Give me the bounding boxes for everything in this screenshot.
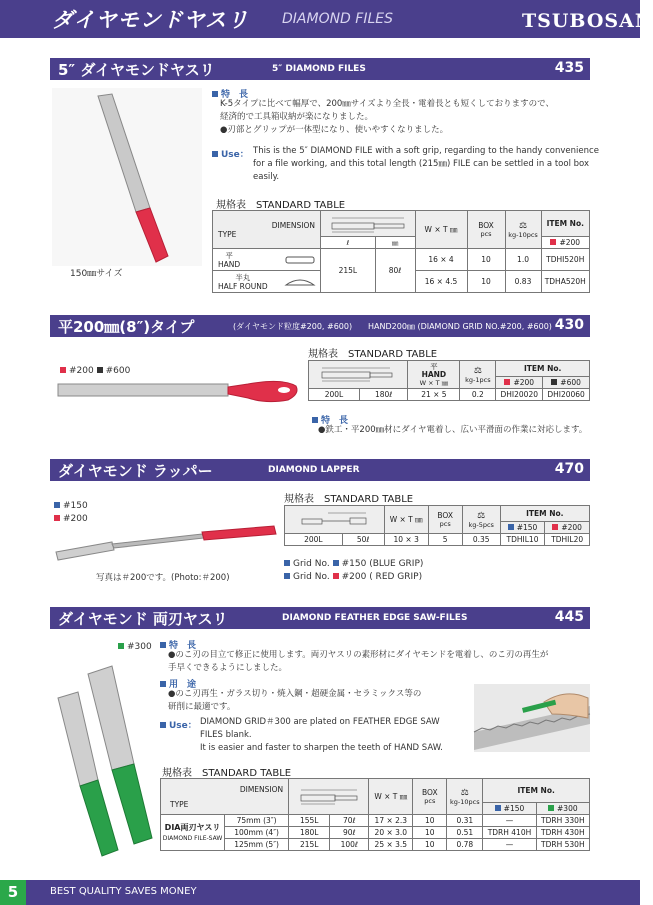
table-row: 200L 50ℓ 10 × 3 5 0.35 TDHIL10 TDHIL20 (285, 534, 590, 546)
standard-table-label: 規格表 STANDARD TABLE (308, 349, 438, 360)
section-subtitle-jp: (ダイヤモンド粒度#200, #600) (233, 322, 353, 331)
section-title-en: DIAMOND FEATHER EDGE SAW-FILES (282, 613, 468, 623)
section-number: 430 (554, 317, 584, 333)
feature-text: ●のこ刃の目立て修正に使用します。両刃ヤスリの素形材にダイヤモンドを電着し、のこ刃の再生が 手早くできるようにしました。 (168, 650, 549, 673)
blue-square-icon (508, 524, 514, 530)
section-number: 435 (554, 60, 584, 76)
green-square-icon (118, 643, 124, 649)
product-photo-saw-files (52, 654, 156, 874)
spec-table-5inch: DIMENSION TYPE W × T ㎜ BOX pcs ⚖ kg-10pcs ITEM No. ℓ ㎜ #200 平 HAND 215L 80ℓ 16 × 4 10 1.0 TDHI520H 半丸 HALF ROUND 16 × 4.5 10 0.83 TDHA520H (212, 210, 590, 293)
photo-caption: 150㎜サイズ (70, 269, 123, 279)
dimension-diagram-cell (321, 211, 416, 237)
section-title-jp: 5″ ダイヤモンドヤスリ (58, 61, 215, 79)
section-title-jp: 平200㎜(8″)タイプ (58, 318, 195, 336)
feature-heading: 特 長 (312, 413, 348, 426)
product-photo-5inch-file (52, 88, 202, 266)
table-row: 125mm (5″) 215L 100ℓ 25 × 3.5 10 0.78 — TDRH 530H (161, 839, 590, 851)
table-row: 平 HAND 215L 80ℓ 16 × 4 10 1.0 TDHI520H (213, 249, 590, 271)
section-feather-edge-saw-files (50, 607, 590, 629)
section-number: 470 (554, 461, 584, 477)
footer-slogan: BEST QUALITY SAVES MONEY (50, 886, 197, 897)
purpose-text: ●のこ刃再生・ガラス切り・焼入鋼・超硬金属・セラミックス等の 研削に最適です。 (168, 689, 422, 712)
grade-label: #300 (118, 642, 152, 652)
feature-heading: 特 長 (212, 87, 248, 100)
spec-table-hand-200: 平 HAND W × T ㎜ ⚖ kg-1pcs ITEM No. #200 #600 200L 180ℓ 21 × 5 0.2 DHI20020 DHI20060 (308, 360, 590, 401)
blue-square-icon (160, 642, 166, 648)
lapper-dimension-diagram-icon (298, 509, 370, 529)
blue-square-icon (212, 151, 218, 157)
scale-icon: ⚖ (460, 787, 469, 798)
blue-square-icon (495, 805, 501, 811)
scale-icon: ⚖ (473, 365, 482, 376)
green-square-icon (548, 805, 554, 811)
section-diamond-lapper (50, 459, 590, 481)
grid-note-blue: Grid No. #150 (BLUE GRIP) (284, 558, 423, 571)
red-square-icon (552, 524, 558, 530)
page-number: 5 (0, 880, 26, 905)
use-text: DIAMOND GRID＃300 are plated on FEATHER EDGE SAW FILES blank. It is easier and faster to sharpen the teeth of HAND SAW. (200, 717, 443, 753)
table-row: DIA両刃ヤスリ DIAMOND FILE-SAW 75mm (3″) 155L 70ℓ 17 × 2.3 10 0.31 — TDRH 330H (161, 815, 590, 827)
page-footer (0, 880, 640, 905)
product-photo-hand-file (52, 372, 302, 416)
scale-icon: ⚖ (518, 220, 528, 231)
flat-profile-icon (285, 256, 315, 264)
feature-text: ●鉄工・平200㎜材にダイヤ電着し、広い平滑面の作業に対応します。 (318, 425, 588, 435)
grade-labels: #150 #200 (54, 500, 88, 526)
photo-caption: 写真は＃200です。(Photo:＃200) (96, 573, 230, 583)
use-heading: Use： (212, 147, 249, 160)
use-text: This is the 5″ DIAMOND FILE with a soft grip, regarding to the handy convenience for a file working, and this total length (215㎜) FILE can be settled in a tool box easily. (253, 146, 599, 182)
red-square-icon (550, 239, 556, 245)
feature-text: K-5タイプに比べて幅厚で、200㎜サイズより全長・電着長とも短くしておりますので、 経済的で工具箱収納が楽になりました。 ●刃部とグリップが一体型になり、使いやすくなりました。 (220, 99, 554, 135)
black-square-icon (551, 379, 557, 385)
table-row: 200L 180ℓ 21 × 5 0.2 DHI20020 DHI20060 (309, 389, 590, 401)
file-dimension-diagram-icon (318, 364, 398, 384)
blue-square-icon (333, 560, 339, 566)
half-round-profile-icon (285, 277, 315, 286)
header-title-jp: ダイヤモンドヤスリ (52, 8, 250, 32)
section-title-en: HAND200㎜ (DIAMOND GRID NO.#200, #600) (368, 322, 552, 331)
blue-square-icon (160, 681, 166, 687)
table-row: 半丸 HALF ROUND 16 × 4.5 10 0.83 TDHA520H (213, 271, 590, 293)
product-photo-lapper (52, 520, 278, 570)
scale-icon: ⚖ (477, 510, 486, 521)
feature-heading: 特 長 (160, 638, 196, 651)
grade-labels: #200 #600 (60, 366, 130, 376)
dimension-diagram-cell (309, 361, 408, 389)
blue-square-icon (54, 502, 60, 508)
section-5inch-diamond-files (50, 58, 590, 80)
dimension-diagram-cell (289, 779, 369, 815)
grid-note-red: Grid No. #200 ( RED GRIP) (284, 571, 422, 584)
file-dimension-diagram-icon (328, 212, 408, 234)
standard-table-label: 規格表 STANDARD TABLE (284, 494, 414, 505)
red-square-icon (333, 573, 339, 579)
blue-square-icon (212, 91, 218, 97)
blue-square-icon (284, 573, 290, 579)
standard-table-label: 規格表 STANDARD TABLE (162, 768, 292, 779)
section-title-en: 5″ DIAMOND FILES (272, 64, 366, 74)
section-number: 445 (554, 609, 584, 625)
spec-table-saw-files: DIMENSION TYPE W × T ㎜ BOX pcs ⚖ kg-10pcs ITEM No. #150 #300 DIA両刃ヤスリ DIAMOND FILE-SAW 75mm (3″) 155L 70ℓ 17 × 2.3 10 0.31 — TDRH 330H 100mm (4″) 180L 90ℓ 20 × 3.0 10 0.51 TDRH 410H TDRH 430H 125mm (5″) 215L 100ℓ 25 × 3.5 10 0.78 — TDRH 530H (160, 778, 590, 851)
blue-square-icon (312, 417, 318, 423)
blue-square-icon (160, 722, 166, 728)
header-title-en: DIAMOND FILES (282, 11, 394, 27)
spec-table-lapper: W × T ㎜ BOX pcs ⚖ kg-5pcs ITEM No. #150 #200 200L 50ℓ 10 × 3 5 0.35 TDHIL10 TDHIL20 (284, 505, 590, 546)
section-title-jp: ダイヤモンド ラッパー (58, 462, 213, 480)
brand-logo: TSUBOSAN (522, 10, 653, 32)
table-row: 100mm (4″) 180L 90ℓ 20 × 3.0 10 0.51 TDRH 410H TDRH 430H (161, 827, 590, 839)
red-square-icon (504, 379, 510, 385)
purpose-heading: 用 途 (160, 677, 196, 690)
section-title-en: DIAMOND LAPPER (268, 465, 360, 475)
usage-photo-sharpening-saw (474, 684, 590, 752)
section-hand-200mm (50, 315, 590, 337)
standard-table-label: 規格表 STANDARD TABLE (216, 200, 346, 211)
page-header (0, 0, 653, 38)
use-heading: Use： (160, 718, 197, 731)
section-title-jp: ダイヤモンド 両刃ヤスリ (58, 610, 228, 628)
blue-square-icon (284, 560, 290, 566)
saw-file-dimension-diagram-icon (297, 785, 361, 807)
dimension-diagram-cell (285, 506, 385, 534)
